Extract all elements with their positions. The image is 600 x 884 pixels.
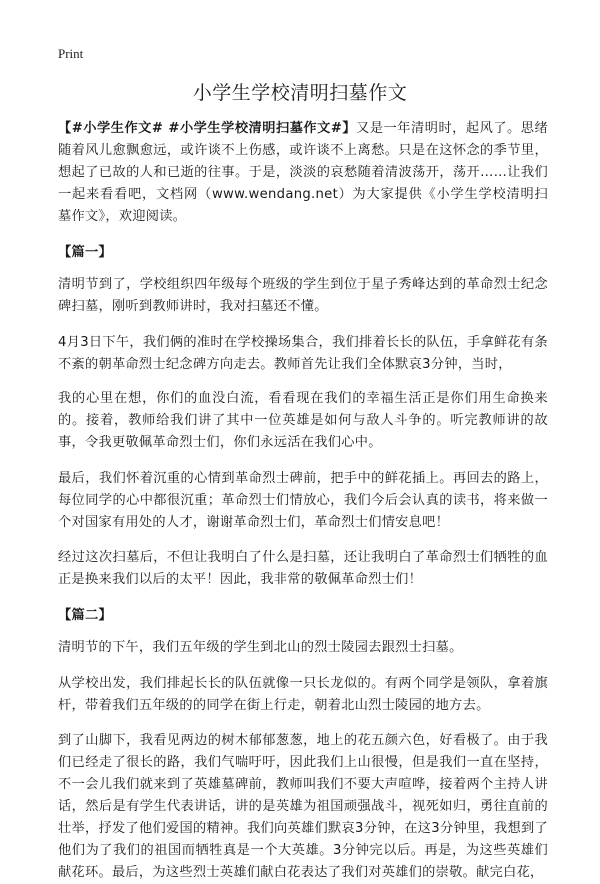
paragraph: 最后，我们怀着沉重的心情到革命烈士碑前，把手中的鲜花插上。再回去的路上，每位同学的心中都很沉重；革命烈士们情放心，我们今后会认真的读书，将来做一个对国家有用处的人才，谢谢革命烈士们，革命烈士们情安息吧！ [58, 471, 548, 530]
print-link[interactable]: Print [58, 46, 84, 61]
section-heading-1: 【篇一】 [58, 245, 112, 260]
paragraph: 清明节到了，学校组织四年级每个班级的学生到位于星子秀峰达到的革命烈士纪念碑扫墓，刚听到教师讲时，我对扫墓还不懂。 [58, 277, 548, 314]
section-heading-2: 【篇二】 [58, 608, 112, 623]
paragraph: 从学校出发，我们排起长长的队伍就像一只长龙似的。有两个同学是领队，拿着旗杆，带着我们五年级的的同学在街上行走，朝着北山烈士陵园的地方去。 [58, 676, 548, 713]
intro-paragraph [58, 118, 548, 228]
intro-tags: 【#小学生作文# #小学生学校清明扫墓作文#】 [58, 121, 357, 136]
page-title: 小学生学校清明扫墓作文 [192, 82, 408, 104]
paragraph: 我的心里在想，你们的血没白流，看看现在我们的幸福生活正是你们用生命换来的。接着，教师给我们讲了其中一位英雄是如何与敌人斗争的。听完教师讲的故事，令我更敬佩革命烈士们，你们永远活在我们心中。 [58, 391, 548, 450]
paragraph: 4月3日下午，我们俩的准时在学校操场集合，我们排着长长的队伍，手拿鲜花有条不紊的朝革命烈士纪念碑方向走去。教师首先让我们全体默哀3分钟，当时， [58, 335, 548, 372]
article-body [58, 118, 548, 884]
paragraph: 到了山脚下，我看见两边的树木郁郁葱葱，地上的花五颜六色，好看极了。由于我们已经走了很长的路，我们气喘吁吁，因此我们上山很慢，但是我们一直在坚持，不一会儿我们就来到了英雄墓碑前，教师叫我们不要大声喧哗，接着两个主持人讲话，然后是有学生代表讲话，讲的是英雄为祖国顽强战斗，视死如归，勇往直前的壮举，抒发了他们爱国的精神。我们向英雄们默哀3分钟，在这3分钟里，我想到了他们为了我们的祖国而牺牲真是一个大英雄。3分钟完以后。再是，为这些英雄们献花环。最后，为这些烈士英雄们献白花表达了我们对英雄们的崇敬。献完白花， [58, 733, 548, 880]
intro-text: 又是一年清明时，起风了。思绪随着风儿愈飘愈远，或许谈不上伤感，或许谈不上离愁。只是在这怀念的季节里，想起了已故的人和已逝的往事。于是，淡淡的哀愁随着清波荡开，荡开……让我们一起来看看吧，文档网（www.wendang.net）为大家提供《小学生学校清明扫墓作文》，欢迎阅读。 [58, 121, 548, 224]
paragraph: 经过这次扫墓后，不但让我明白了什么是扫墓，还让我明白了革命烈士们牺牲的血正是换来我们以后的太平！因此，我非常的敬佩革命烈士们！ [58, 550, 548, 587]
paragraph: 清明节的下午，我们五年级的学生到北山的烈士陵园去跟烈士扫墓。 [58, 640, 463, 655]
